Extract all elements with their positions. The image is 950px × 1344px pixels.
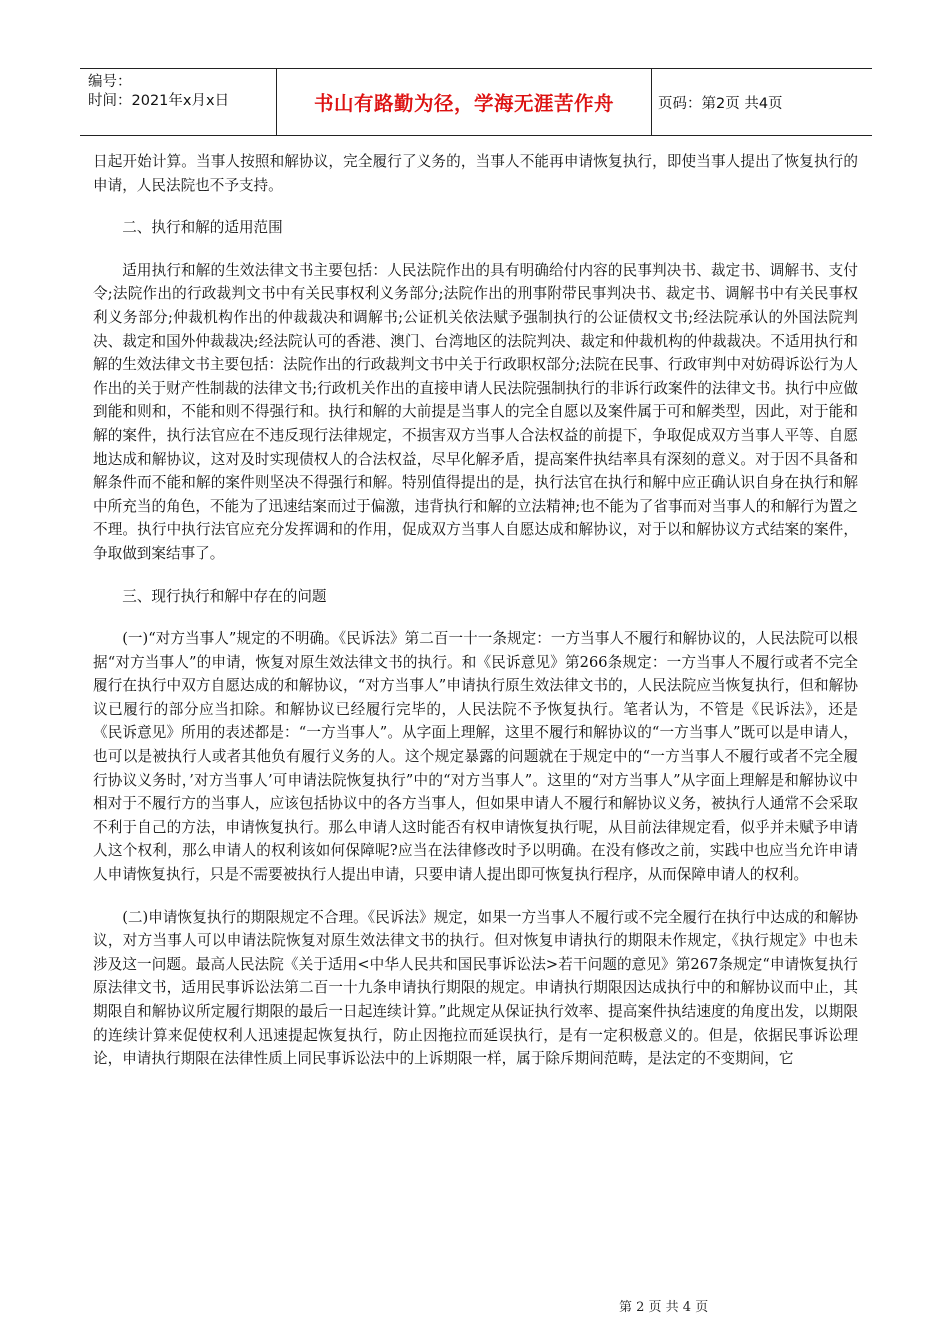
header-meta — [80, 69, 277, 135]
document-number: 编号： — [88, 74, 132, 90]
page-footer: 第 2 页 共 4 页 — [619, 1300, 709, 1315]
section-heading: 二、执行和解的适用范围 — [122, 219, 283, 237]
page-header — [80, 68, 872, 136]
paragraph: (一)“对方当事人”规定的不明确。《民诉法》第二百一十一条规定：一方当事人不履行和解协议的，人民法院可以根据“对方当事人”的申请，恢复对原生效法律文书的执行。和《民诉意见》第266条规定：一方当事人不履行或者不完全履行在执行中双方自愿达成的和解协议，“对方当事人”申请执行原生效法律文书的，人民法院应当恢复执行，但和解协议已履行的部分应当扣除。和解协议已经履行完毕的，人民法院不予恢复执行。笔者认为，不管是《民诉法》，还是《民诉意见》所用的表述都是：“一方当事人”。从字面上理解，这里不履行和解协议的“一方当事人”既可以是申请人，也可以是被执行人或者其他负有履行义务的人。这个规定暴露的问题就在于规定中的“一方当事人不履行或者不完全履行协议义务时，’对方当事人’可申请法院恢复执行”中的“对方当事人”。这里的“对方当事人”从字面上理解是和解协议中相对于不履行方的当事人，应该包括协议中的各方当事人，但如果申请人不履行和解协议义务，被执行人通常不会采取不利于自己的方法，申请恢复执行。那么申请人这时能否有权申请恢复执行呢，从目前法律规定看，似乎并未赋予申请人这个权利，那么申请人的权利该如何保障呢?应当在法律修改时予以明确。在没有修改之前，实践中也应当允许申请人申请恢复执行，只是不需要被执行人提出申请，只要申请人提出即可恢复执行程序，从而保障申请人的权利。 — [93, 630, 858, 884]
paragraph: 日起开始计算。当事人按照和解协议，完全履行了义务的，当事人不能再申请恢复执行，即使当事人提出了恢复执行的申请，人民法院也不予支持。 — [93, 153, 858, 194]
section-heading: 三、现行执行和解中存在的问题 — [122, 587, 327, 605]
document-body — [93, 150, 858, 1090]
header-motto: 书山有路勤为径，学海无涯苦作舟 — [277, 69, 652, 135]
document-date: 时间：2021年x月x日 — [88, 93, 230, 109]
header-page-number: 页码：第2页 共4页 — [658, 95, 783, 112]
paragraph: (二)申请恢复执行的期限规定不合理。《民诉法》规定，如果一方当事人不履行或不完全履行在执行中达成的和解协议，对方当事人可以申请法院恢复对原生效法律文书的执行。但对恢复申请执行的期限未作规定，《执行规定》中也未涉及这一问题。最高人民法院《关于适用<中华人民共和国民事诉讼法>若干问题的意见》第267条规定“申请恢复执行原法律文书，适用民事诉讼法第二百一十九条申请执行期限的规定。申请执行期限因达成执行中的和解协议而中止，其期限自和解协议所定履行期限的最后一日起连续计算。”此规定从保证执行效率、提高案件执结速度的角度出发，以期限的连续计算来促使权利人迅速提起恢复执行，防止因拖拉而延误执行，是有一定积极意义的。但是，依据民事诉讼理论，申请执行期限在法律性质上同民事诉讼法中的上诉期限一样，属于除斥期间范畴，是法定的不变期间，它 — [93, 908, 858, 1068]
paragraph: 适用执行和解的生效法律文书主要包括：人民法院作出的具有明确给付内容的民事判决书、裁定书、调解书、支付令;法院作出的行政裁判文书中有关民事权利义务部分;法院作出的刑事附带民事判决书、裁定书、调解书中有关民事权利义务部分;仲裁机构作出的仲裁裁决和调解书;公证机关依法赋予强制执行的公证债权文书;经法院承认的外国法院判决、裁定和国外仲裁裁决;经法院认可的香港、澳门、台湾地区的法院判决、裁定和仲裁机构的仲裁裁决。不适用执行和解的生效法律文书主要包括：法院作出的行政裁判文书中关于行政职权部分;法院在民事、行政审判中对妨碍诉讼行为人作出的关于财产性制裁的法律文书;行政机关作出的直接申请人民法院强制执行的非诉行政案件的法律文书。执行中应做到能和则和，不能和则不得强行和。执行和解的大前提是当事人的完全自愿以及案件属于可和解类型，因此，对于能和解的案件，执行法官应在不违反现行法律规定，不损害双方当事人合法权益的前提下，争取促成双方当事人平等、自愿地达成和解协议，这对及时实现债权人的合法权益，尽早化解矛盾，提高案件执结率具有深刻的意义。对于因不具备和解条件而不能和解的案件则坚决不得强行和解。特别值得提出的是，执行法官在执行和解中应正确认识自身在执行和解中所充当的角色，不能为了迅速结案而过于偏激，违背执行和解的立法精神;也不能为了省事而对当事人的和解行为置之不理。执行中执行法官应充分发挥调和的作用，促成双方当事人自愿达成和解协议，对于以和解协议方式结案的案件，争取做到案结事了。 — [93, 261, 858, 562]
